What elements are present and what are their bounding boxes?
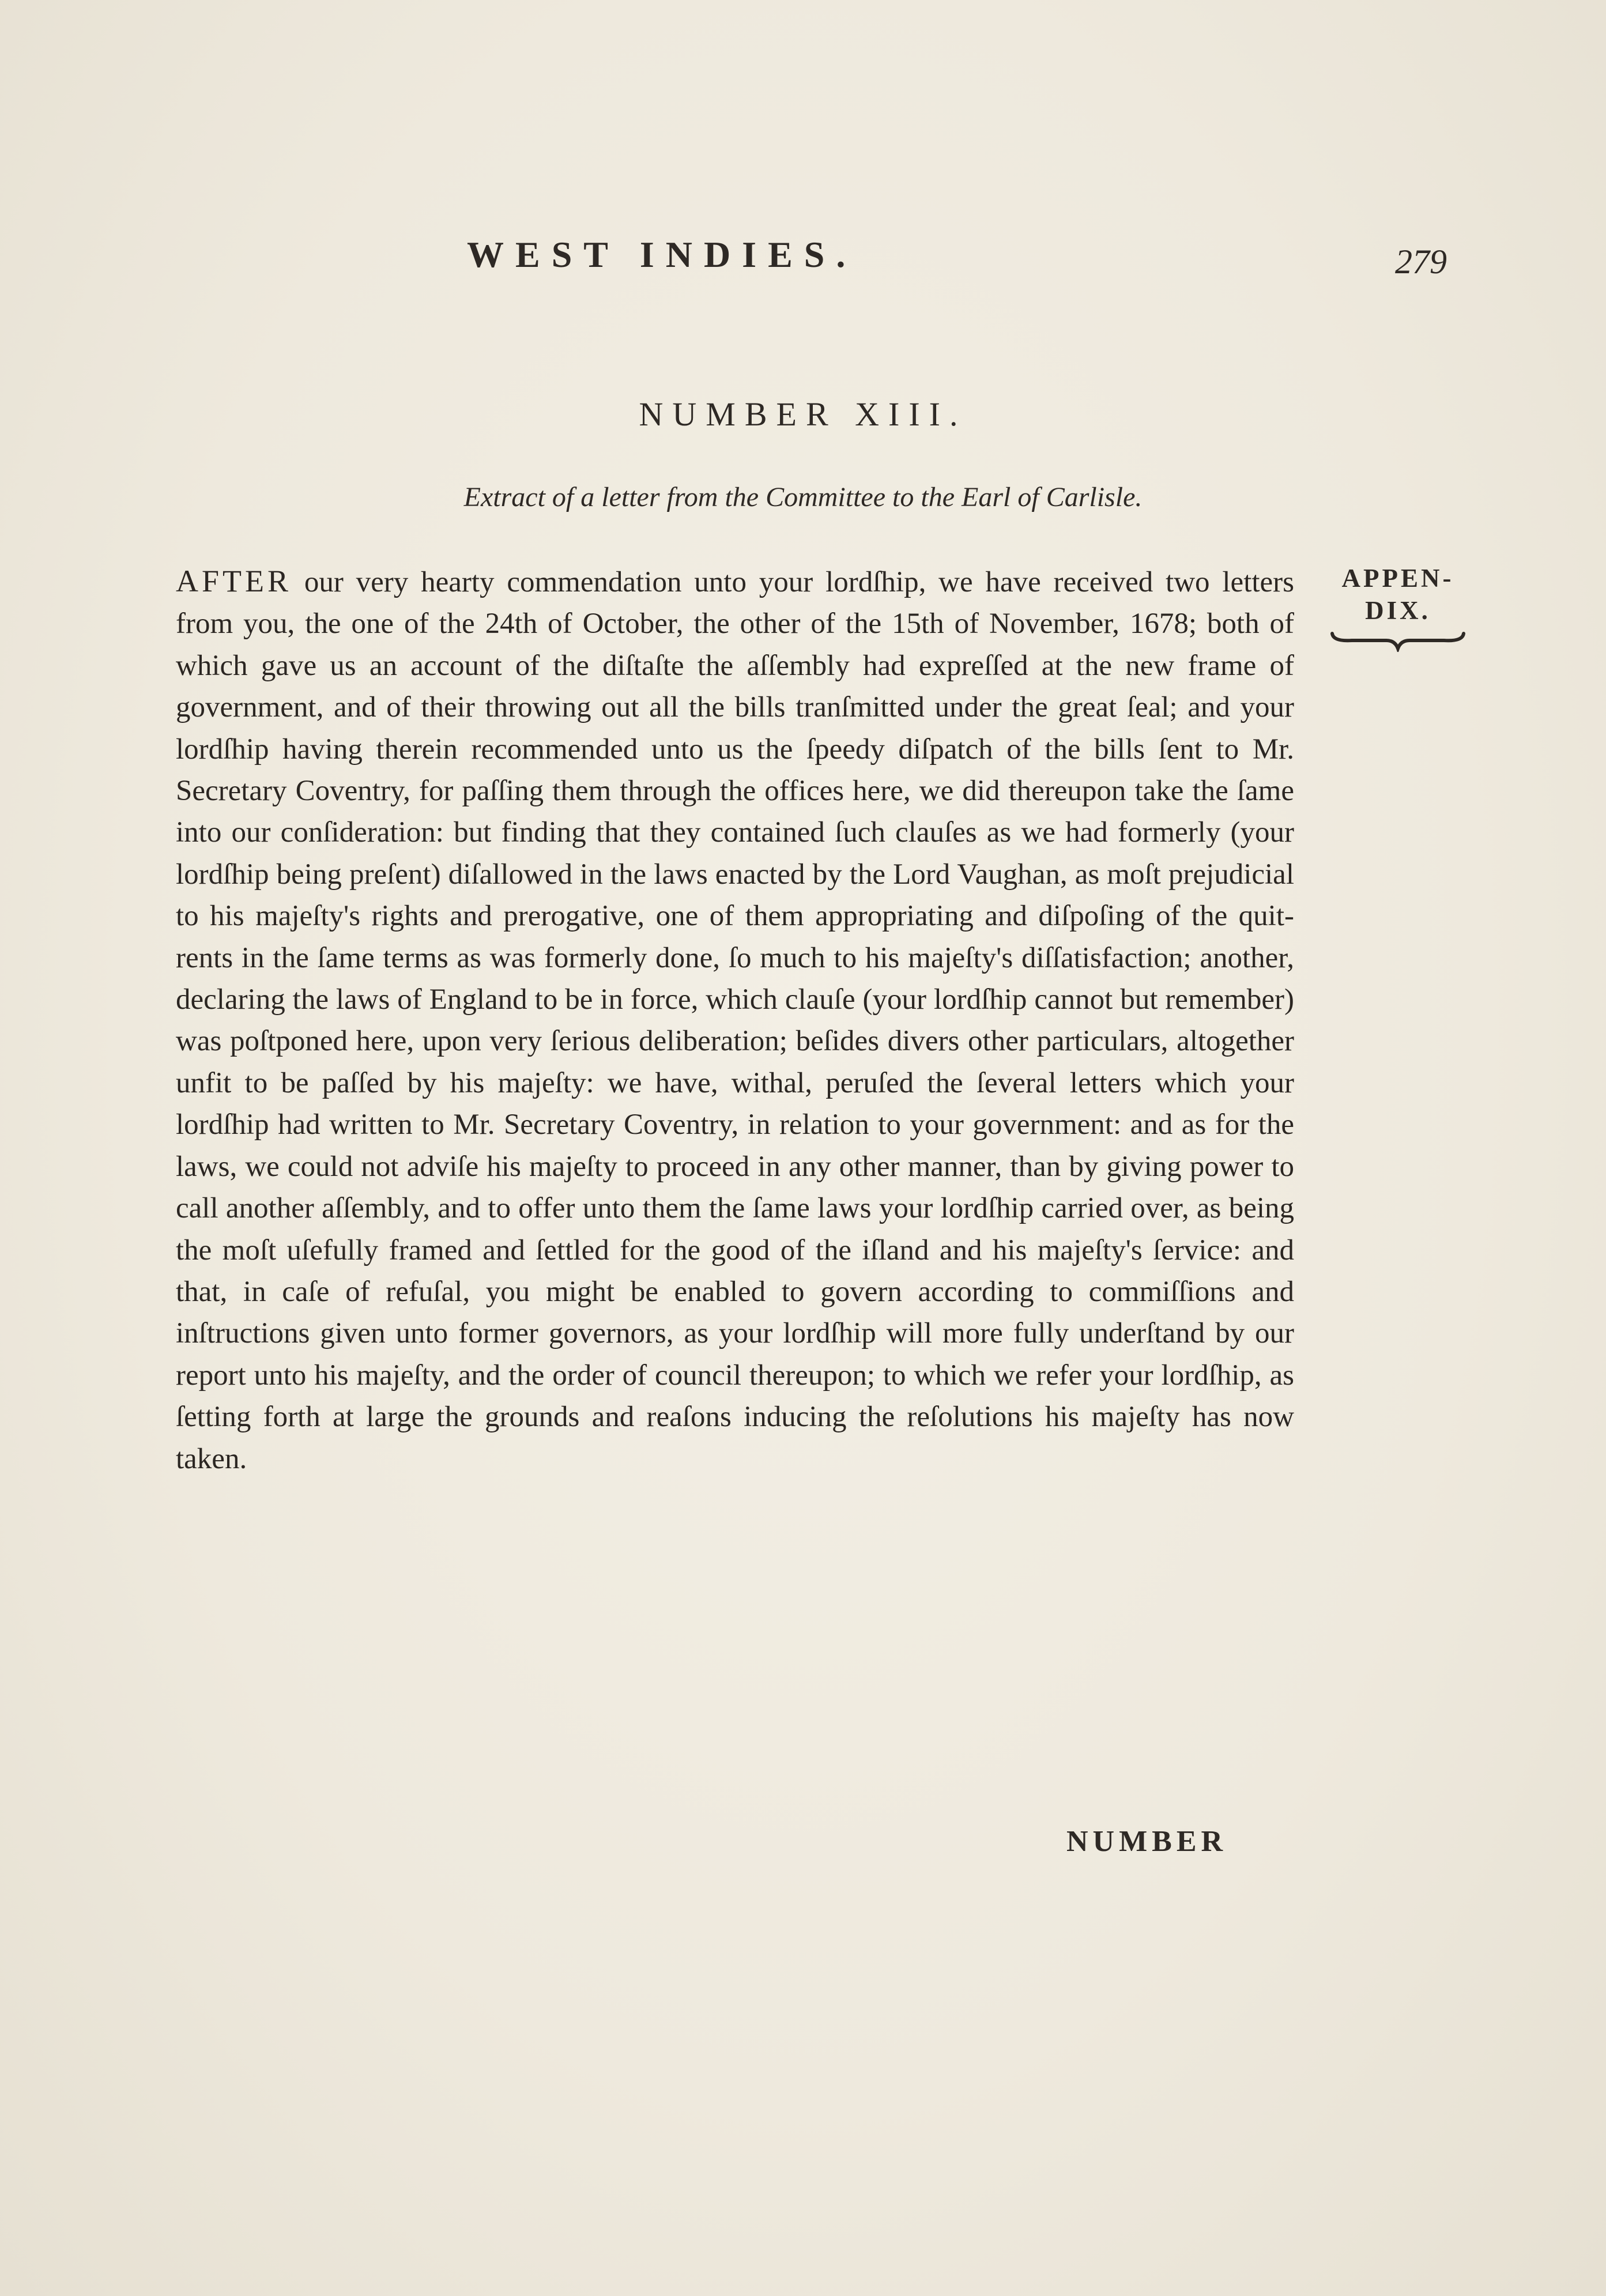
margin-note <box>1303 562 1493 652</box>
section-heading: NUMBER XIII. <box>639 395 967 433</box>
running-head: WEST INDIES. <box>467 234 857 275</box>
margin-note-line-2: DIX. <box>1365 596 1431 625</box>
page-number: 279 <box>1395 243 1447 281</box>
section-subtitle: Extract of a letter from the Committee to the Earl of Carlisle. <box>463 482 1143 512</box>
letter-body: our very hearty commendation unto your lordſhip, we have received two letters from you, the one of the 24th of October, the other of the 15th of November, 1678; both of which gave us an account of the diſtaſte the aſſembly had expreſſed at the new frame of government, and of their throwing out all the bills tranſmitted under the great ſeal; and your lordſhip having therein recommended unto us the ſpeedy diſpatch of the bills ſent to Mr. Secretary Coventry, for paſſing them through the offices here, we did thereupon take the ſame into our conſideration: but finding that they contained ſuch clauſes as we had formerly (your lordſhip being preſent) diſallowed in the laws enacted by the Lord Vaughan, as moſt prejudicial to his majeſty's rights and prerogative, one of them appropriating and diſpoſing of the quit-rents in the ſame terms as was formerly done, ſo much to his majeſty's diſſatisfaction; another, declaring the laws of England to be in force, which clauſe (your lordſhip cannot but remember) was poſtponed here, upon very ſerious deliberation; beſides divers other particulars, altogether unfit to be paſſed by his majeſty: we have, withal, peruſed the ſeveral letters which your lordſhip had written to Mr. Secretary Coventry, in relation to your government: and as for the laws, we could not adviſe his majeſty to proceed in any other manner, than by giving power to call another aſſembly, and to offer unto them the ſame laws your lordſhip carried over, as being the moſt uſefully framed and ſettled for the good of the iſland and his majeſty's ſervice: and that, in caſe of refuſal, you might be enabled to govern according to commiſſions and inſtructions given unto former governors, as your lordſhip will more fully underſtand by our report unto his majeſty, and the order of council thereupon; to which we refer your lordſhip, as ſetting forth at large the grounds and reaſons inducing the reſolutions his majeſty has now taken. <box>176 566 1294 1475</box>
lead-word: AFTER <box>176 564 292 598</box>
catchword: NUMBER <box>1066 1825 1228 1858</box>
margin-note-line-1: APPEN- <box>1341 564 1454 593</box>
brace-ornament-icon <box>1329 629 1467 652</box>
letter-paragraph <box>176 560 1294 1480</box>
